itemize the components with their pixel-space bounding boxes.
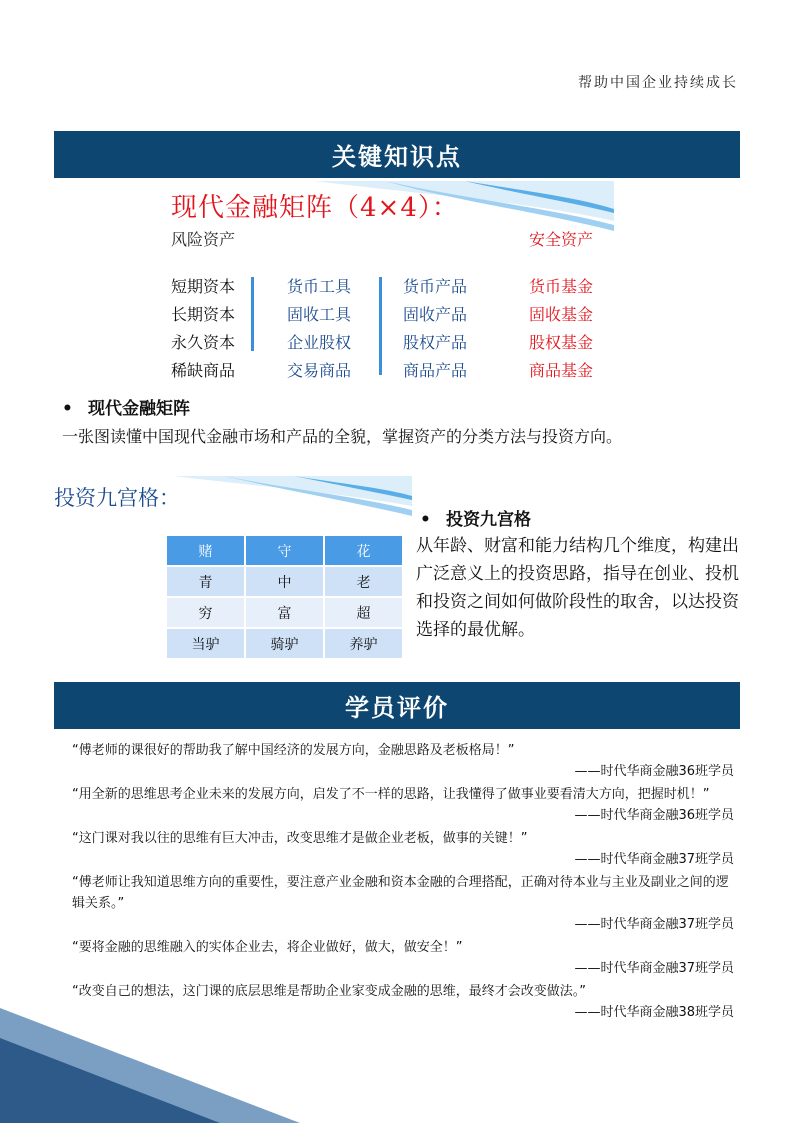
header-tagline: 帮助中国企业持续成长 xyxy=(578,75,738,91)
grid-header-cell: 守 xyxy=(245,535,324,566)
grid-cell: 超 xyxy=(324,597,403,628)
matrix-cell: 货币基金 xyxy=(529,277,594,296)
matrix-cell: 股权产品 xyxy=(403,333,468,352)
matrix-cell: 商品产品 xyxy=(403,361,468,379)
risk-asset-label: 风险资产 xyxy=(171,230,236,249)
matrix-divider xyxy=(251,277,254,351)
grid-cell: 骑驴 xyxy=(245,628,324,659)
point-title-grid xyxy=(420,505,531,530)
matrix-cell: 稀缺商品 xyxy=(171,361,236,379)
grid-title: 投资九宫格： xyxy=(54,486,180,510)
review-quote: “用全新的思维思考企业未来的发展方向，启发了不一样的思路，让我懂得了做事业要看清大方向，把握时机！” xyxy=(72,787,710,802)
nine-grid-table xyxy=(165,534,404,660)
review-source: ——时代华商金融37班学员 xyxy=(574,852,734,867)
list-item xyxy=(72,828,734,870)
review-quote: “傅老师的课很好的帮助我了解中国经济的发展方向，金融思路及老板格局！” xyxy=(72,743,515,758)
matrix-column-tools xyxy=(287,273,351,379)
point-desc-grid: 从年龄、财富和能力结构几个维度，构建出广泛意义上的投资思路，指导在创业、投机和投资之间如何做阶段性的取舍，以达投资选择的最优解。 xyxy=(416,536,739,640)
matrix-column-products xyxy=(403,273,467,379)
review-source: ——时代华商金融38班学员 xyxy=(574,1005,734,1020)
matrix-column-capital xyxy=(171,273,235,379)
matrix-cell: 企业股权 xyxy=(287,333,352,352)
grid-cell: 当驴 xyxy=(166,628,245,659)
matrix-cell: 永久资本 xyxy=(171,333,236,352)
review-source: ——时代华商金融37班学员 xyxy=(574,961,734,976)
grid-header-cell: 赌 xyxy=(166,535,245,566)
review-source: ——时代华商金融36班学员 xyxy=(574,808,734,823)
review-quote: “要将金融的思维融入的实体企业去，将企业做好，做大，做安全！” xyxy=(72,940,463,955)
grid-cell: 中 xyxy=(245,566,324,597)
matrix-divider xyxy=(379,277,382,375)
list-item xyxy=(72,937,734,979)
matrix-column-funds xyxy=(529,273,593,379)
review-quote: “这门课对我以往的思维有巨大冲击，改变思维才是做企业老板，做事的关键！” xyxy=(72,831,528,846)
safe-asset-label: 安全资产 xyxy=(529,230,594,249)
review-quote: “傅老师让我知道思维方向的重要性，要注意产业金融和资本金融的合理搭配，正确对待本业与主业及副业之间的逻辑关系。” xyxy=(72,875,729,911)
grid-header-cell: 花 xyxy=(324,535,403,566)
table-row xyxy=(166,566,403,597)
matrix-title: 现代金融矩阵（4×4）： xyxy=(171,193,459,223)
list-item xyxy=(72,740,734,782)
review-source: ——时代华商金融36班学员 xyxy=(574,764,734,779)
investment-grid-image xyxy=(54,476,412,660)
review-source: ——时代华商金融37班学员 xyxy=(574,917,734,932)
section-title-key-points: 关键知识点 xyxy=(54,131,740,178)
grid-cell: 富 xyxy=(245,597,324,628)
matrix-cell: 固收工具 xyxy=(287,305,352,324)
reviews-list xyxy=(72,740,734,1025)
grid-cell: 老 xyxy=(324,566,403,597)
grid-cell: 养驴 xyxy=(324,628,403,659)
point-title-text: 现代金融矩阵 xyxy=(88,399,190,419)
matrix-cell: 固收基金 xyxy=(529,305,594,324)
matrix-cell: 交易商品 xyxy=(287,361,352,379)
grid-cell: 青 xyxy=(166,566,245,597)
point-desc-matrix: 一张图读懂中国现代金融市场和产品的全貌，掌握资产的分类方法与投资方向。 xyxy=(62,427,623,446)
matrix-cell: 货币工具 xyxy=(287,277,352,296)
point-title-text: 投资九宫格 xyxy=(446,510,531,530)
table-row xyxy=(166,628,403,659)
matrix-cell: 商品基金 xyxy=(529,361,594,379)
bullet-icon: • xyxy=(62,399,73,419)
list-item xyxy=(72,872,734,935)
corner-decoration-icon xyxy=(0,1008,300,1123)
section-title-reviews: 学员评价 xyxy=(54,682,740,729)
matrix-cell: 股权基金 xyxy=(529,333,594,352)
matrix-cell: 货币产品 xyxy=(403,277,468,296)
financial-matrix-image xyxy=(165,181,614,379)
list-item xyxy=(72,784,734,826)
table-row xyxy=(166,597,403,628)
matrix-cell: 固收产品 xyxy=(403,305,468,324)
review-quote: “改变自己的想法，这门课的底层思维是帮助企业家变成金融的思维，最终才会改变做法。” xyxy=(72,984,586,999)
matrix-cell: 短期资本 xyxy=(171,277,236,296)
matrix-cell: 长期资本 xyxy=(171,305,236,324)
grid-cell: 穷 xyxy=(166,597,245,628)
bullet-icon: • xyxy=(420,510,431,530)
point-title-matrix xyxy=(62,394,190,419)
